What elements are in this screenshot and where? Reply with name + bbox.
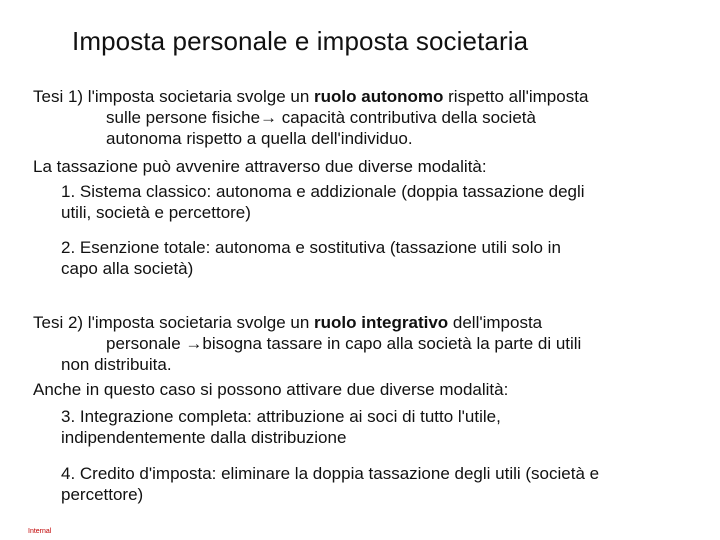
thesis-1-continuation-1: sulle persone fisiche→ capacità contributiva della società <box>106 108 536 127</box>
thesis-2-text-end: dell'imposta <box>448 313 543 332</box>
thesis-1-bold: ruolo autonomo <box>314 87 444 106</box>
thesis-2-text: Tesi 2) l'imposta societaria svolge un <box>33 313 315 332</box>
thesis-1-continuation-2: autonoma rispetto a quella dell'individuo. <box>106 129 413 148</box>
thesis-2-continuation-2: non distribuita. <box>61 355 172 374</box>
thesis-1-text: Tesi 1) l'imposta societaria svolge un <box>33 87 315 106</box>
modalities-intro-1: La tassazione può avvenire attraverso due diverse modalità: <box>33 157 487 176</box>
item-1-line-1: 1. Sistema classico: autonoma e addizionale (doppia tassazione degli <box>61 182 585 201</box>
footer-classification-label: Internal <box>28 528 52 535</box>
thesis-2-continuation-1: personale →bisogna tassare in capo alla società la parte di utili <box>106 334 582 353</box>
item-2-line-1: 2. Esenzione totale: autonoma e sostitutiva (tassazione utili solo in <box>61 238 561 257</box>
thesis-1-line <box>33 86 588 107</box>
item-2-line-2: capo alla società) <box>61 259 194 278</box>
item-3-line-1: 3. Integrazione completa: attribuzione ai soci di tutto l'utile, <box>61 407 501 426</box>
thesis-2-line <box>33 312 542 333</box>
item-4-line-2: percettore) <box>61 485 144 504</box>
slide-title: Imposta personale e imposta societaria <box>72 26 529 56</box>
item-4-line-1: 4. Credito d'imposta: eliminare la doppia tassazione degli utili (società e <box>61 464 600 483</box>
thesis-1-text-end: rispetto all'imposta <box>443 87 589 106</box>
modalities-intro-2: Anche in questo caso si possono attivare due diverse modalità: <box>33 380 509 399</box>
thesis-2-bold: ruolo integrativo <box>314 313 449 332</box>
item-1-line-2: utili, società e percettore) <box>61 203 251 222</box>
item-3-line-2: indipendentemente dalla distribuzione <box>61 428 347 447</box>
